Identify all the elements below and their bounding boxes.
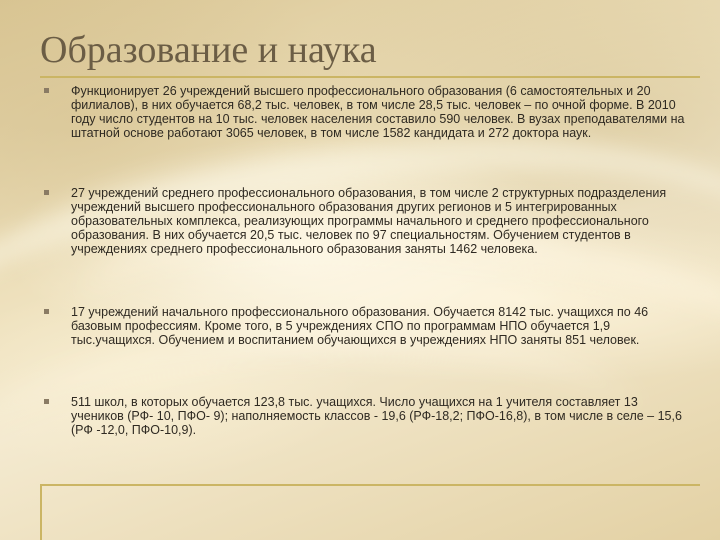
bullet-text: 27 учреждений среднего профессионального образования, в том числе 2 структурных подразделения учреждений высшего профессионального образования других регионов и 5 интегрированных образовательных комплекса, реализующих программы начального и среднего профессионального образования. В них обучается 20,5 тыс. человек по 97 специальностям. Обучением студентов в учреждениях среднего профессионального образования заняты 1462 человека. [71,186,667,256]
bullet-text: 17 учреждений начального профессионального образования. Обучается 8142 тыс. учащихся по 46 базовым профессиям. Кроме того, в 5 учреждениях СПО по программам НПО обучается 1,9 тыс.учащихся. Обучением и воспитанием обучающихся в учреждениях НПО заняты 851 человек. [71,305,649,347]
background-swirl [0,89,720,507]
square-bullet-icon [44,88,49,93]
bullet-text: Функционирует 26 учреждений высшего профессионального образования (6 самостоятельных и 20 филиалов), в них обучается 68,2 тыс. человек, в том числе 28,5 тыс. человек – по очной форме. В 2010 году число студентов на 10 тыс. человек населения составило 590 человек. В вузах преподавателями на штатной основе работают 3065 человек, в том числе 1582 кандидата и 272 доктора наук. [71,84,685,140]
bullet-text: 511 школ, в которых обучается 123,8 тыс. учащихся. Число учащихся на 1 учителя составляет 13 учеников (РФ- 10, ПФО- 9); наполняемость классов - 19,6 (РФ-18,2; ПФО-16,8), в том числе в селе – 15,6 (РФ -12,0, ПФО-10,9). [71,395,682,437]
square-bullet-icon [44,190,49,195]
left-divider [40,484,42,540]
square-bullet-icon [44,309,49,314]
title-divider [40,76,700,78]
page-title: Образование и наука [40,29,377,71]
bottom-divider [40,484,700,486]
square-bullet-icon [44,399,49,404]
title-area [40,16,700,80]
